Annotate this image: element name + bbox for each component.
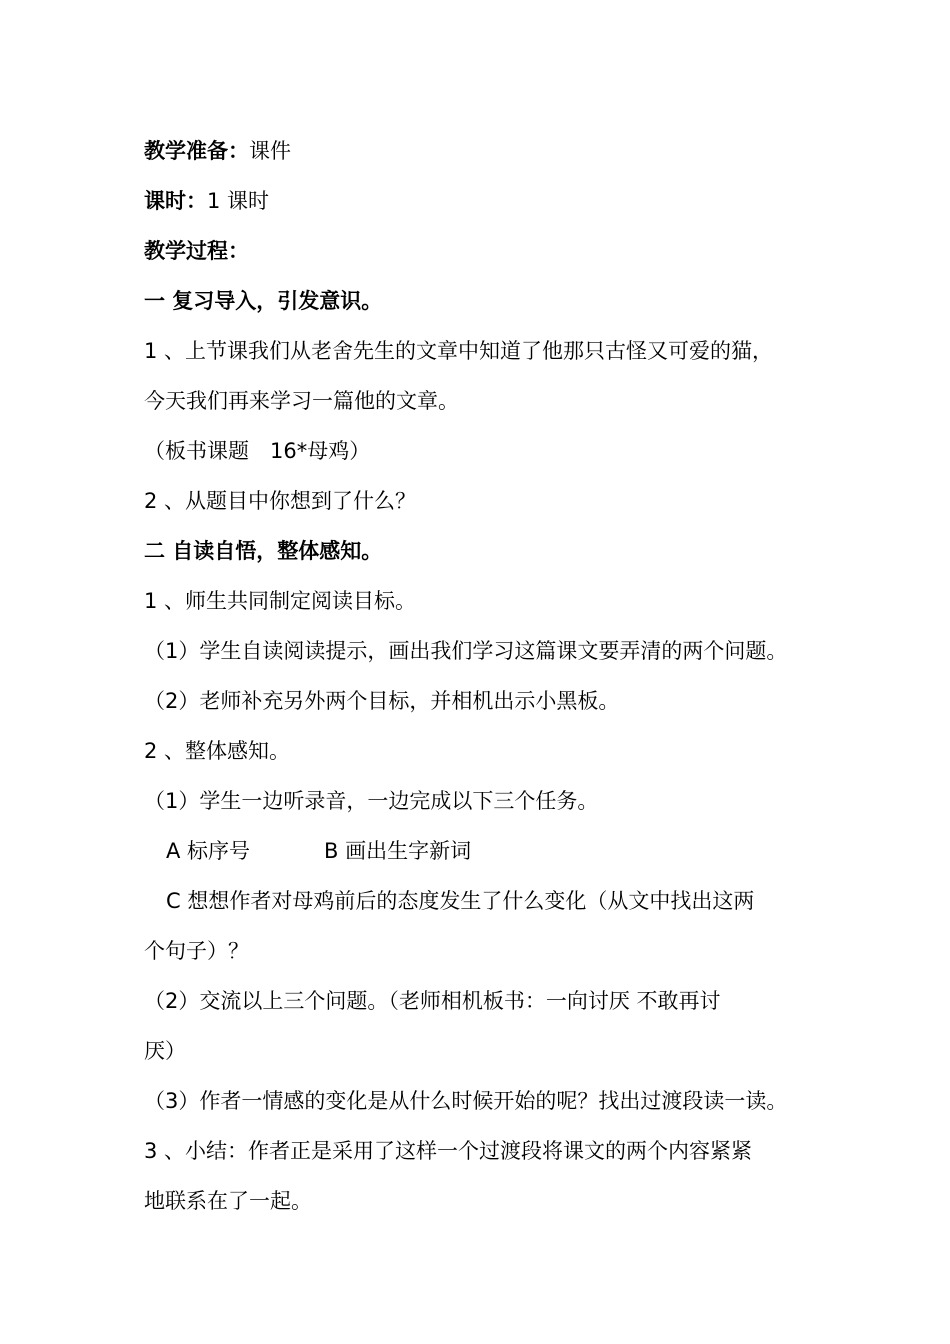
section2-item1: 1 、师生共同制定阅读目标。 bbox=[144, 589, 417, 613]
section2-item3-line2: 地联系在了一起。 bbox=[144, 1189, 312, 1213]
section1-board: （板书课题 16*母鸡） bbox=[144, 439, 371, 463]
section2-sub1: （1）学生自读阅读提示，画出我们学习这篇课文要弄清的两个问题。 bbox=[144, 639, 788, 663]
section2-item3-line1: 3 、小结：作者正是采用了这样一个过渡段将课文的两个内容紧紧 bbox=[144, 1139, 753, 1163]
task-c-line2: 个句子）？ bbox=[144, 939, 249, 963]
section1-item1-line1: 1 、上节课我们从老舍先生的文章中知道了他那只古怪又可爱的猫， bbox=[144, 339, 774, 363]
section2-sub4-line1: （2）交流以上三个问题。（老师相机板书：一向讨厌 不敢再讨 bbox=[144, 989, 721, 1013]
process-heading: 教学过程： bbox=[144, 239, 249, 263]
section2-sub4-line2: 厌） bbox=[144, 1039, 186, 1063]
section2-sub2: （2）老师补充另外两个目标，并相机出示小黑板。 bbox=[144, 689, 620, 713]
hours-line bbox=[144, 186, 834, 216]
section2-heading: 二 自读自悟，整体感知。 bbox=[144, 539, 383, 563]
section1-heading: 一 复习导入，引发意识。 bbox=[144, 289, 383, 313]
hours-label: 课时： bbox=[144, 189, 207, 213]
task-c-line1: C 想想作者对母鸡前后的态度发生了什么变化（从文中找出这两 bbox=[166, 889, 755, 913]
tasks-ab-line bbox=[166, 836, 856, 866]
section1-item1-line2: 今天我们再来学习一篇他的文章。 bbox=[144, 389, 459, 413]
task-b: B 画出生字新词 bbox=[324, 839, 472, 863]
prep-line bbox=[144, 136, 834, 166]
section1-item2: 2 、从题目中你想到了什么？ bbox=[144, 489, 417, 513]
section2-sub5: （3）作者一情感的变化是从什么时候开始的呢？找出过渡段读一读。 bbox=[144, 1089, 788, 1113]
hours-value: 1 课时 bbox=[207, 189, 270, 213]
section2-item2: 2 、整体感知。 bbox=[144, 739, 291, 763]
prep-label: 教学准备： bbox=[144, 139, 249, 163]
prep-value: 课件 bbox=[249, 139, 291, 163]
section2-sub3: （1）学生一边听录音，一边完成以下三个任务。 bbox=[144, 789, 599, 813]
task-a: A 标序号 bbox=[166, 839, 251, 863]
